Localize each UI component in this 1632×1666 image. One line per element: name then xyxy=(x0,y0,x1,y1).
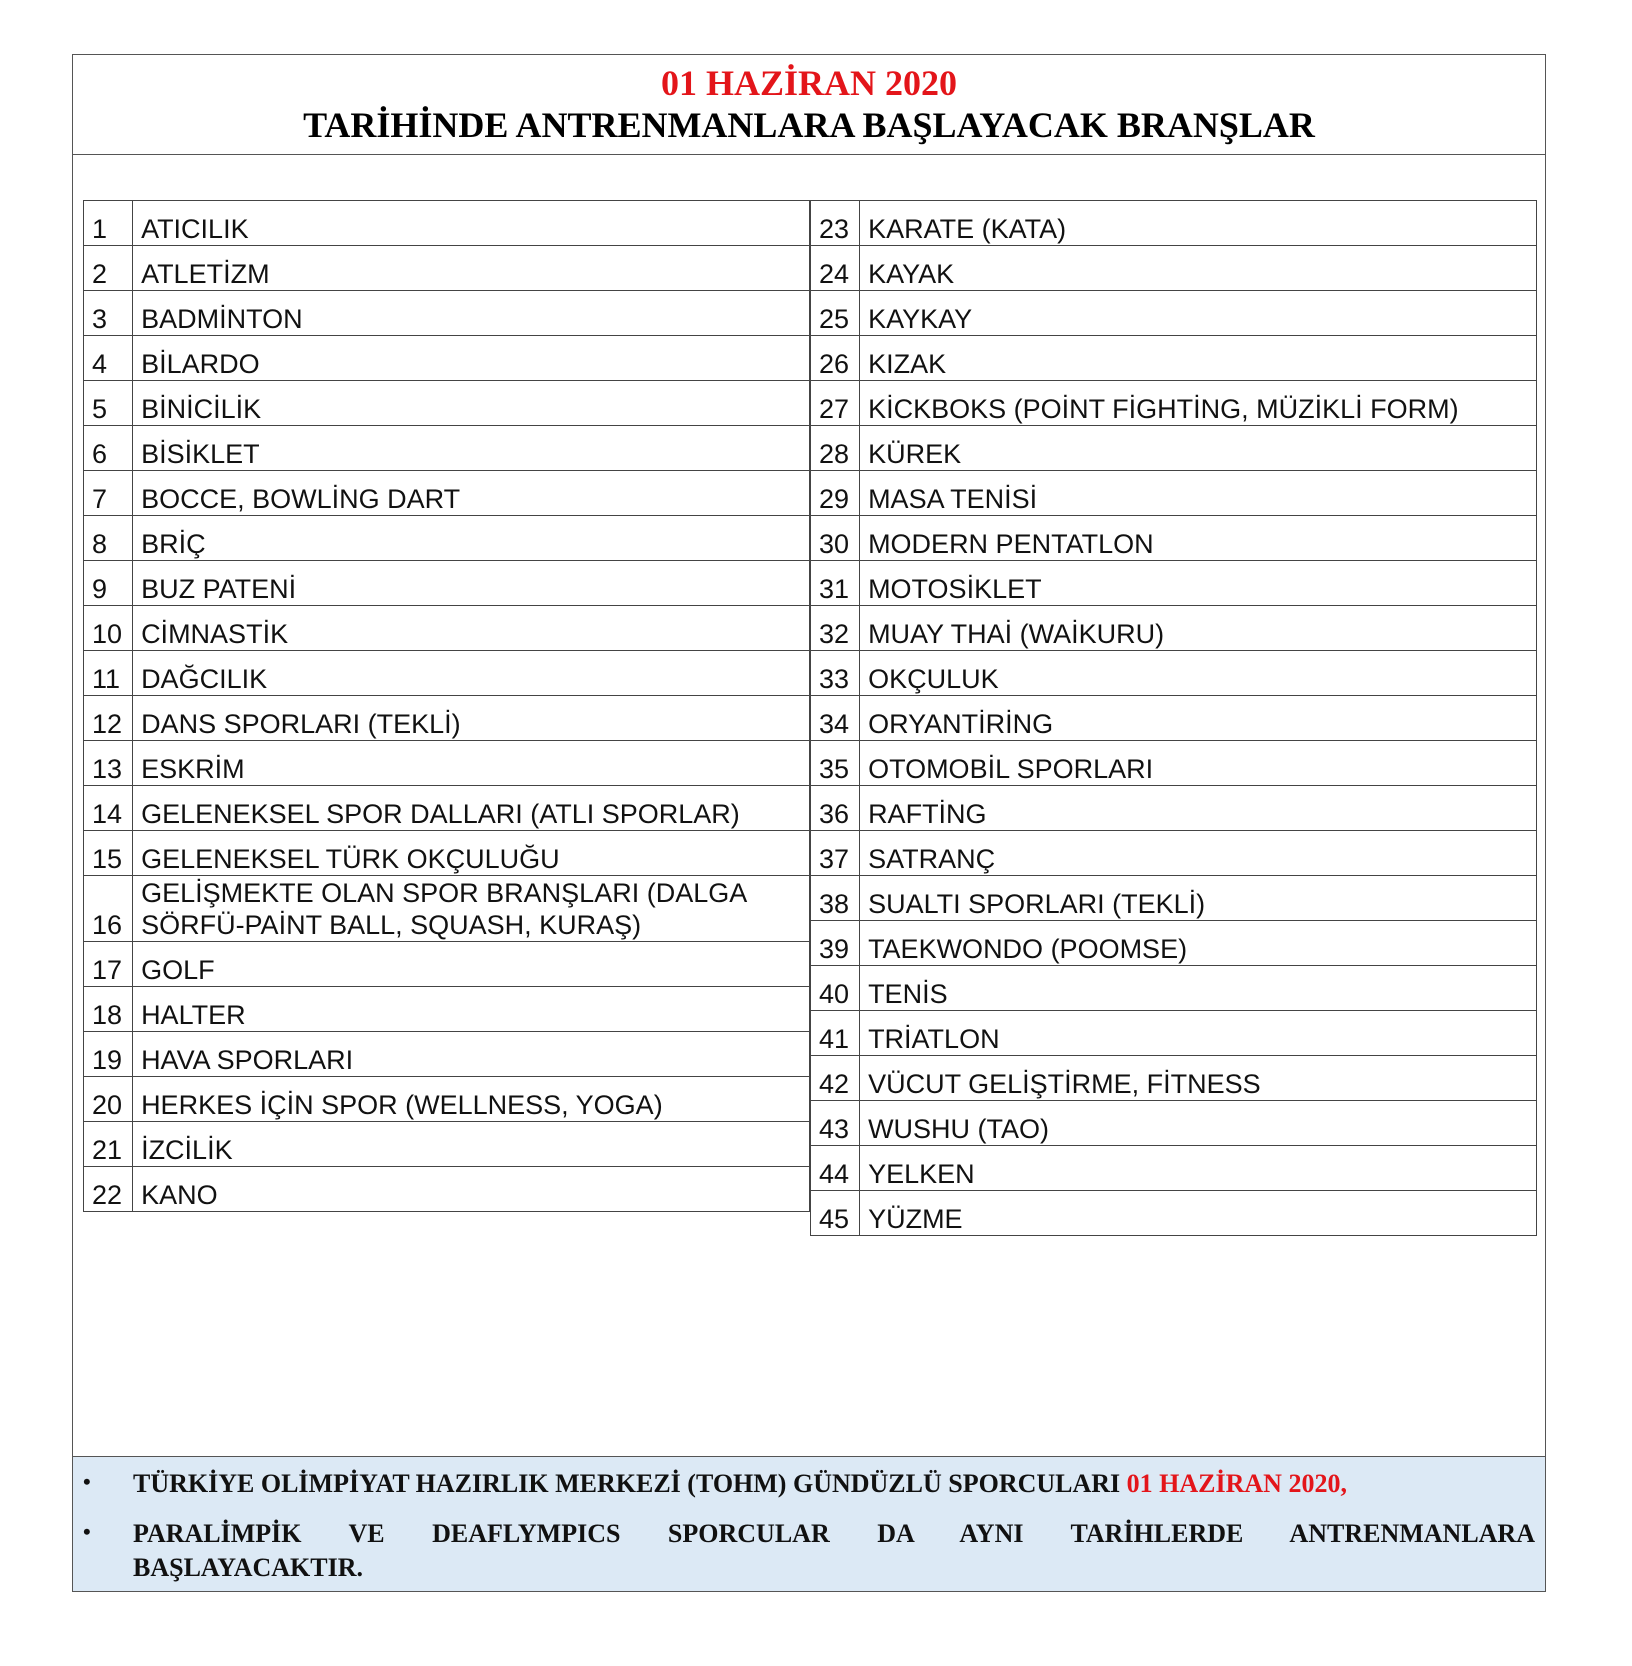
row-number: 10 xyxy=(84,606,133,651)
note2-text-line1: PARALİMPİK VE DEAFLYMPICS SPORCULAR DA AYNI TARİHLERDE ANTRENMANLARA xyxy=(133,1519,1535,1548)
table-row xyxy=(84,1167,810,1212)
branch-name: BUZ PATENİ xyxy=(133,561,810,606)
row-number: 25 xyxy=(811,291,860,336)
table-row xyxy=(811,336,1537,381)
row-number: 39 xyxy=(811,921,860,966)
branch-name: HAVA SPORLARI xyxy=(133,1032,810,1077)
table-row xyxy=(84,246,810,291)
table-row xyxy=(84,336,810,381)
row-number: 30 xyxy=(811,516,860,561)
table-row xyxy=(811,516,1537,561)
branch-name: KİCKBOKS (POİNT FİGHTİNG, MÜZİKLİ FORM) xyxy=(860,381,1537,426)
branch-name: TRİATLON xyxy=(860,1011,1537,1056)
branch-name: KAYAK xyxy=(860,246,1537,291)
table-row xyxy=(84,696,810,741)
branch-name: GELENEKSEL TÜRK OKÇULUĞU xyxy=(133,831,810,876)
document-frame xyxy=(72,54,1546,1592)
table-row xyxy=(811,966,1537,1011)
branch-name: DAĞCILIK xyxy=(133,651,810,696)
document-header xyxy=(73,55,1545,155)
bullet-icon: • xyxy=(83,1519,91,1544)
row-number: 32 xyxy=(811,606,860,651)
table-row xyxy=(811,921,1537,966)
row-number: 38 xyxy=(811,876,860,921)
branch-name: BADMİNTON xyxy=(133,291,810,336)
row-number: 45 xyxy=(811,1191,860,1236)
notes-box xyxy=(73,1456,1545,1591)
branch-name: MODERN PENTATLON xyxy=(860,516,1537,561)
row-number: 15 xyxy=(84,831,133,876)
branch-name: ATLETİZM xyxy=(133,246,810,291)
row-number: 27 xyxy=(811,381,860,426)
table-row xyxy=(811,291,1537,336)
table-row xyxy=(811,1011,1537,1056)
table-row xyxy=(811,876,1537,921)
branch-name: SATRANÇ xyxy=(860,831,1537,876)
table-row xyxy=(811,786,1537,831)
row-number: 14 xyxy=(84,786,133,831)
branch-name: TAEKWONDO (POOMSE) xyxy=(860,921,1537,966)
table-row xyxy=(811,471,1537,516)
table-row xyxy=(84,741,810,786)
branches-table-left xyxy=(83,200,810,1212)
branch-name: GOLF xyxy=(133,942,810,987)
branch-name: HERKES İÇİN SPOR (WELLNESS, YOGA) xyxy=(133,1077,810,1122)
branch-name: MASA TENİSİ xyxy=(860,471,1537,516)
table-row xyxy=(84,942,810,987)
row-number: 43 xyxy=(811,1101,860,1146)
branch-name: KARATE (KATA) xyxy=(860,201,1537,246)
table-row xyxy=(811,741,1537,786)
row-number: 12 xyxy=(84,696,133,741)
table-row xyxy=(84,471,810,516)
table-row xyxy=(811,651,1537,696)
branch-name: DANS SPORLARI (TEKLİ) xyxy=(133,696,810,741)
row-number: 21 xyxy=(84,1122,133,1167)
branch-name: BİLARDO xyxy=(133,336,810,381)
branch-name: BİSİKLET xyxy=(133,426,810,471)
row-number: 26 xyxy=(811,336,860,381)
branch-name: OKÇULUK xyxy=(860,651,1537,696)
branch-name: SUALTI SPORLARI (TEKLİ) xyxy=(860,876,1537,921)
row-number: 36 xyxy=(811,786,860,831)
branch-name-line2: SÖRFÜ-PAİNT BALL, SQUASH, KURAŞ) xyxy=(141,910,642,940)
table-row xyxy=(84,786,810,831)
table-row xyxy=(84,1032,810,1077)
row-number: 17 xyxy=(84,942,133,987)
row-number: 34 xyxy=(811,696,860,741)
branch-name: KANO xyxy=(133,1167,810,1212)
table-row xyxy=(84,987,810,1032)
row-number: 7 xyxy=(84,471,133,516)
title-date: 01 HAZİRAN 2020 xyxy=(660,63,957,103)
branch-name: YELKEN xyxy=(860,1146,1537,1191)
row-number: 3 xyxy=(84,291,133,336)
branch-name: VÜCUT GELİŞTİRME, FİTNESS xyxy=(860,1056,1537,1101)
branch-name-line1: GELİŞMEKTE OLAN SPOR BRANŞLARI (DALGA xyxy=(141,878,748,908)
row-number: 20 xyxy=(84,1077,133,1122)
branch-name: YÜZME xyxy=(860,1191,1537,1236)
branch-name: İZCİLİK xyxy=(133,1122,810,1167)
table-row xyxy=(811,1146,1537,1191)
table-row xyxy=(811,606,1537,651)
row-number: 13 xyxy=(84,741,133,786)
branch-name: HALTER xyxy=(133,987,810,1032)
row-number: 23 xyxy=(811,201,860,246)
row-number: 11 xyxy=(84,651,133,696)
row-number: 41 xyxy=(811,1011,860,1056)
row-number: 33 xyxy=(811,651,860,696)
branch-name: GELENEKSEL SPOR DALLARI (ATLI SPORLAR) xyxy=(133,786,810,831)
branch-name: ATICILIK xyxy=(133,201,810,246)
table-row xyxy=(811,696,1537,741)
branch-name: KIZAK xyxy=(860,336,1537,381)
table-row xyxy=(84,606,810,651)
table-row xyxy=(811,201,1537,246)
table-row xyxy=(811,1101,1537,1146)
row-number: 2 xyxy=(84,246,133,291)
branch-name: WUSHU (TAO) xyxy=(860,1101,1537,1146)
branch-name: OTOMOBİL SPORLARI xyxy=(860,741,1537,786)
row-number: 40 xyxy=(811,966,860,1011)
branch-name: KAYKAY xyxy=(860,291,1537,336)
row-number: 8 xyxy=(84,516,133,561)
table-row xyxy=(84,561,810,606)
branch-name: TENİS xyxy=(860,966,1537,1011)
table-row xyxy=(84,291,810,336)
row-number: 42 xyxy=(811,1056,860,1101)
row-number: 35 xyxy=(811,741,860,786)
row-number: 1 xyxy=(84,201,133,246)
row-number: 9 xyxy=(84,561,133,606)
table-row xyxy=(811,561,1537,606)
note2-text-line2: BAŞLAYACAKTIR. xyxy=(133,1553,363,1582)
branch-name: BİNİCİLİK xyxy=(133,381,810,426)
table-row xyxy=(84,651,810,696)
branch-name: ORYANTİRİNG xyxy=(860,696,1537,741)
branches-table-right xyxy=(810,200,1537,1236)
row-number: 28 xyxy=(811,426,860,471)
row-number: 5 xyxy=(84,381,133,426)
note1-date-highlight: 01 HAZİRAN 2020, xyxy=(1126,1469,1347,1498)
table-row xyxy=(811,426,1537,471)
table-row xyxy=(811,246,1537,291)
branch-name: BRİÇ xyxy=(133,516,810,561)
branch-name: ESKRİM xyxy=(133,741,810,786)
table-row xyxy=(84,381,810,426)
table-row xyxy=(811,1191,1537,1236)
table-row xyxy=(811,831,1537,876)
row-number: 16 xyxy=(84,876,133,942)
branch-name: KÜREK xyxy=(860,426,1537,471)
table-row xyxy=(84,201,810,246)
branch-name: MOTOSİKLET xyxy=(860,561,1537,606)
row-number: 19 xyxy=(84,1032,133,1077)
table-row xyxy=(84,1122,810,1167)
row-number: 31 xyxy=(811,561,860,606)
table-row xyxy=(84,1077,810,1122)
branch-name: BOCCE, BOWLİNG DART xyxy=(133,471,810,516)
branch-name: CİMNASTİK xyxy=(133,606,810,651)
table-row xyxy=(811,381,1537,426)
branch-name: RAFTİNG xyxy=(860,786,1537,831)
row-number: 37 xyxy=(811,831,860,876)
branch-name: MUAY THAİ (WAİKURU) xyxy=(860,606,1537,651)
table-row xyxy=(811,1056,1537,1101)
row-number: 29 xyxy=(811,471,860,516)
row-number: 22 xyxy=(84,1167,133,1212)
table-row xyxy=(84,426,810,471)
row-number: 6 xyxy=(84,426,133,471)
row-number: 44 xyxy=(811,1146,860,1191)
note-text xyxy=(133,1469,1347,1499)
row-number: 4 xyxy=(84,336,133,381)
page-title: TARİHİNDE ANTRENMANLARA BAŞLAYACAK BRANŞLAR xyxy=(303,105,1315,145)
row-number: 24 xyxy=(811,246,860,291)
bullet-icon: • xyxy=(83,1469,91,1494)
note1-text: TÜRKİYE OLİMPİYAT HAZIRLIK MERKEZİ (TOHM) GÜNDÜZLÜ SPORCULARI xyxy=(133,1469,1127,1498)
table-row xyxy=(84,831,810,876)
table-row xyxy=(84,876,810,942)
table-row xyxy=(84,516,810,561)
branch-name xyxy=(133,876,810,942)
row-number: 18 xyxy=(84,987,133,1032)
